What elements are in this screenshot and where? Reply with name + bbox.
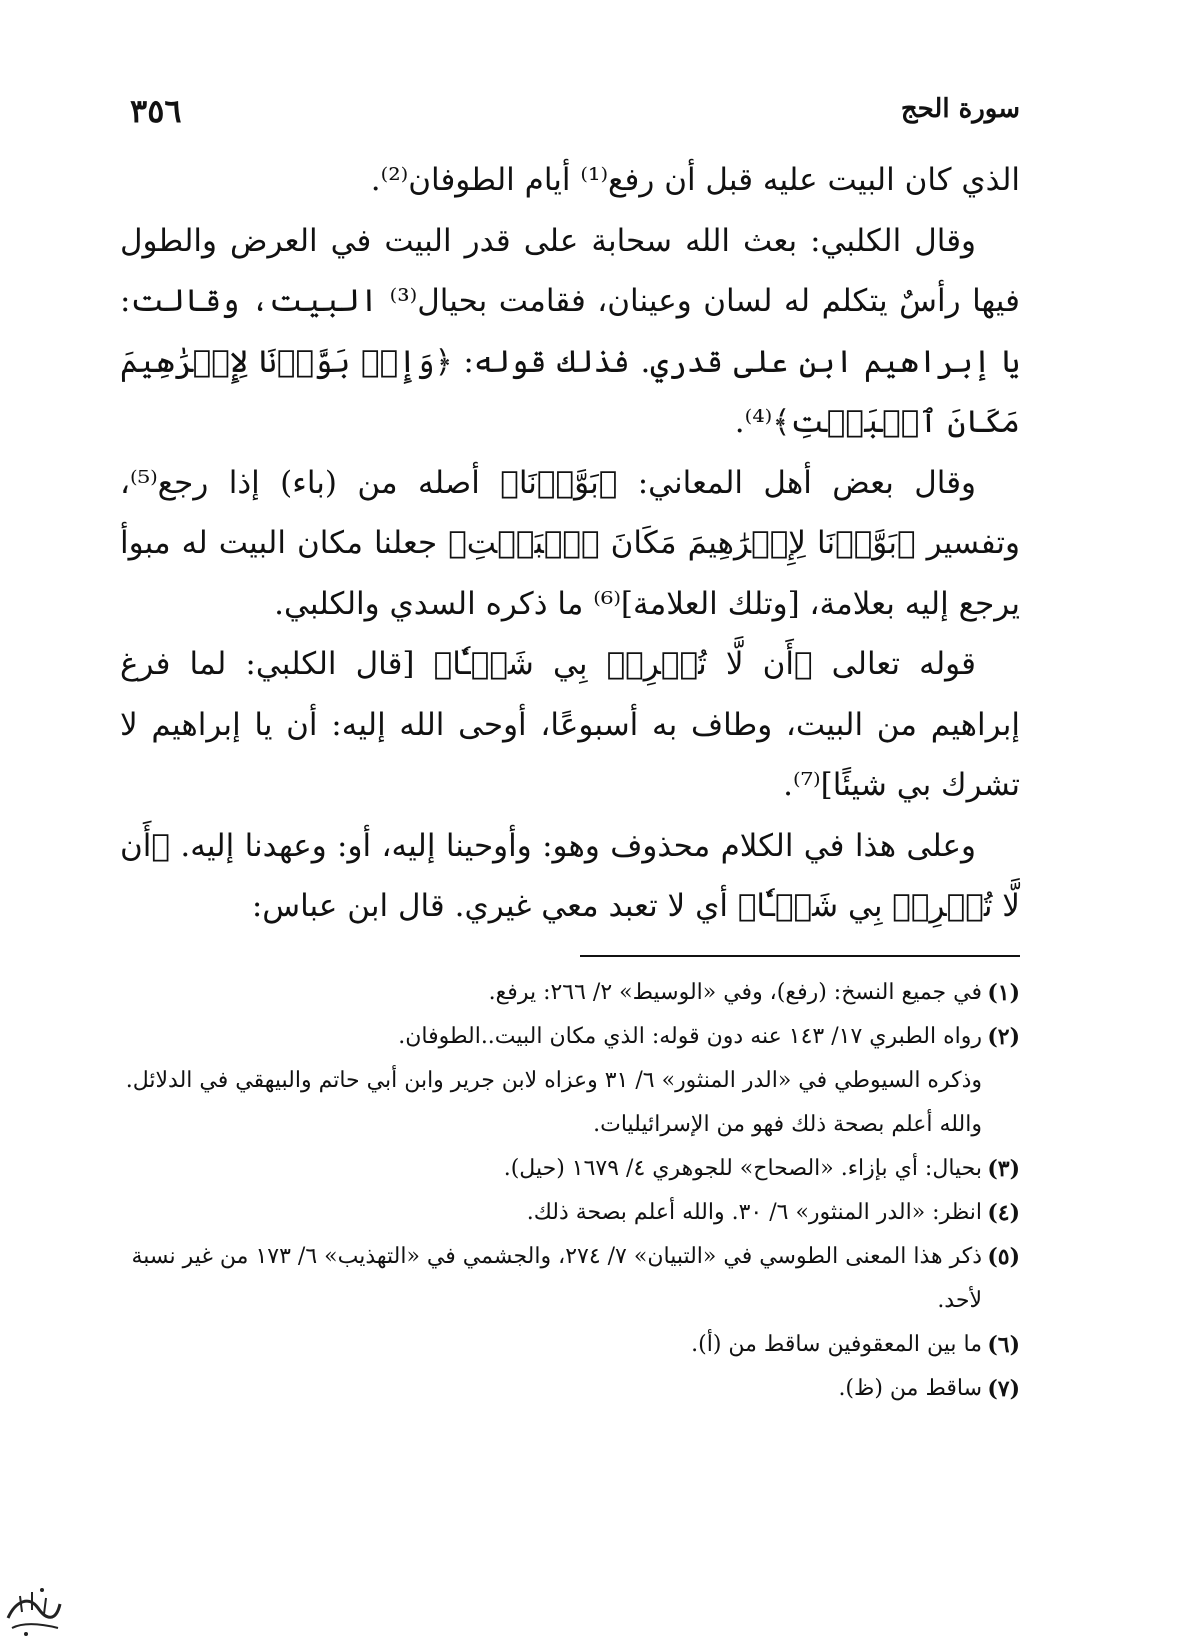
page-header [120,80,1020,150]
footnote [120,1367,1020,1411]
footnote [120,1191,1020,1235]
footnote-number: (٤) [987,1199,1020,1226]
footnote-number: (٥) [987,1243,1020,1270]
footnote-number: (٦) [987,1331,1020,1358]
footnote-separator [580,955,1020,957]
page-number: ٣٥٦ [130,92,182,130]
footnote [120,1235,1020,1323]
footnote-text: وذكره السيوطي في «الدر المنثور» ٦/ ٣١ وعزاه لابن جرير وابن أبي حاتم والبيهقي في الدلائل. والله أعلم بصحة ذلك فهو من الإسرائيليات. [125,1067,982,1137]
footnote-number: (٧) [987,1375,1020,1402]
footnote-text: رواه الطبري ١٧/ ١٤٣ عنه دون قوله: الذي مكان البيت..الطوفان. [398,1023,982,1049]
footnote [120,1147,1020,1191]
paragraph: وقال بعض أهل المعاني: ﴿بَوَّأۡنَا﴾ أصله من (باء) إذا رجع⁽⁵⁾، وتفسير ﴿بَوَّأۡنَا لِإِبۡرَٰهِيمَ مَكَانَ ٱلۡبَيۡتِ﴾ جعلنا مكان البيت له مبوأ يرجع إليه بعلامة، [وتلك العلامة]⁽⁶⁾ ما ذكره السدي والكلبي. [120,464,1020,622]
footnote-number: (١) [987,979,1020,1006]
footnote-text: انظر: «الدر المنثور» ٦/ ٣٠. والله أعلم بصحة ذلك. [526,1199,982,1225]
footnote-number: (٣) [987,1155,1020,1182]
paragraph: وعلى هذا في الكلام محذوف وهو: وأوحينا إليه، أو: وعهدنا إليه. ﴿أَن لَّا تُشۡرِكۡ بِي شَيۡـٔٗا﴾ أي لا تعبد معي غيري. قال ابن عباس: [120,827,1020,924]
paragraph: قوله تعالى ﴿أَن لَّا تُشۡرِكۡ بِي شَيۡـٔٗا﴾ [قال الكلبي: لما فرغ إبراهيم من البيت، وطاف به أسبوعًا، أوحى الله إليه: أن يا إبراهيم لا تشرك بي شيئًا]⁽⁷⁾. [120,646,1020,803]
footnote [120,1323,1020,1367]
footnote-number: (٢) [987,1023,1020,1050]
footnote-text: ذكر هذا المعنى الطوسي في «التبيان» ٧/ ٢٧٤، والجشمي في «التهذيب» ٦/ ١٧٣ من غير نسبة لأحد. [131,1243,982,1313]
footnote-text: بحيال: أي بإزاء. «الصحاح» للجوهري ٤/ ١٦٧٩ (حيل). [503,1155,982,1181]
footnote [120,1015,1020,1059]
footnote-text: ساقط من (ظ). [838,1375,982,1401]
footnote-continuation [120,1059,1020,1147]
page [120,80,1020,1411]
footnote-text: في جميع النسخ: (رفع)، وفي «الوسيط» ٢/ ٢٦٦: يرفع. [488,979,982,1005]
paragraph: الذي كان البيت عليه قبل أن رفع⁽¹⁾ أيام الطوفان⁽²⁾. [370,162,1020,198]
seal-logo-icon [2,1578,66,1642]
surah-title: سورة الحج [900,94,1020,124]
main-text [120,150,1020,937]
footnote-text: ما بين المعقوفين ساقط من (أ). [691,1331,982,1357]
footnotes [120,971,1020,1411]
footnote [120,971,1020,1015]
paragraph: وقال الكلبي: بعث الله سحابة على قدر البيت في العرض والطول فيها رأسٌ يتكلم له لسان وعينان، فقامت بحيال⁽³⁾ البيت، وقالت: يا إبراهيم ابن على قدري. فذلك قوله: ﴿وَإِذۡ بَوَّأۡنَا لِإِبۡرَٰهِيمَ مَكَانَ ٱلۡبَيۡتِ﴾⁽⁴⁾. [120,222,1020,440]
